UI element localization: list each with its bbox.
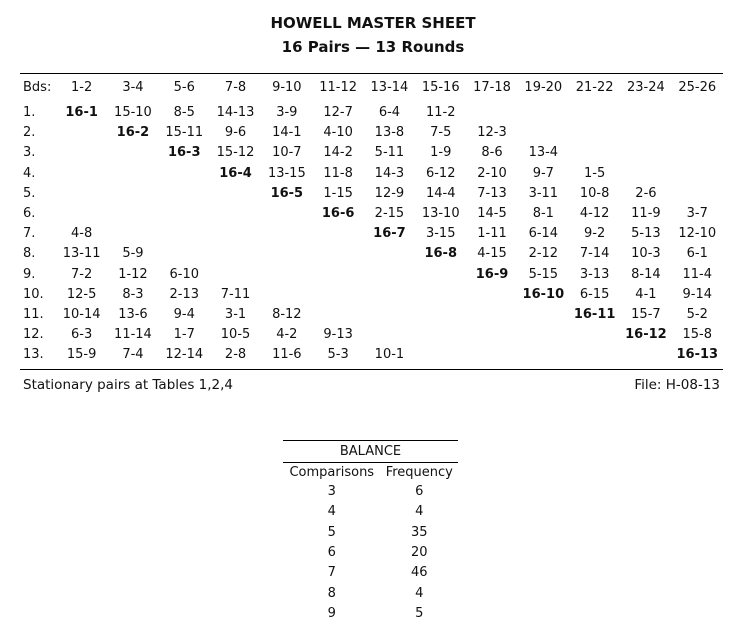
pair-cell: 6-12 <box>425 165 456 181</box>
round-label: 10. <box>23 286 44 302</box>
pair-cell: 8-14 <box>631 266 661 282</box>
pair-cell: 4-12 <box>579 206 610 222</box>
pair-cell: 13-11 <box>62 246 101 262</box>
pair-cell: 15-7 <box>631 306 661 322</box>
pair-cell: 7-5 <box>430 125 452 141</box>
round-row <box>20 99 723 123</box>
round-row <box>20 285 723 305</box>
balance-comparisons-cell: 9 <box>327 605 336 621</box>
round-label: 5. <box>23 185 36 201</box>
pair-cell: 8-5 <box>173 105 195 121</box>
round-label: 3. <box>23 145 36 161</box>
pair-cell: 4-10 <box>323 125 353 141</box>
pair-cell <box>364 305 415 325</box>
round-label: 6. <box>23 206 36 222</box>
pair-cell: 16-6 <box>321 206 355 222</box>
pair-cell <box>261 224 312 244</box>
pair-cell <box>364 265 415 285</box>
pair-cell <box>569 143 620 163</box>
round-label: 9. <box>23 266 36 282</box>
pair-cell: 7-11 <box>220 286 251 302</box>
pair-cell: 9-13 <box>323 327 353 343</box>
pair-cell: 4-8 <box>71 226 93 242</box>
pair-cell: 11-2 <box>425 105 456 121</box>
pair-cell: 12-7 <box>323 105 353 121</box>
balance-frequency-cell: 5 <box>415 605 424 621</box>
round-label: 11. <box>23 306 44 322</box>
round-row <box>20 204 723 224</box>
pair-cell <box>518 305 569 325</box>
table-top-rule <box>20 73 723 74</box>
balance-row <box>283 543 458 563</box>
pair-cell <box>518 123 569 143</box>
pair-cell <box>107 184 158 204</box>
pair-cell <box>56 164 107 184</box>
pair-cell: 14-5 <box>477 206 507 222</box>
balance-comparisons-cell: 4 <box>327 504 336 520</box>
board-column-header: 15-16 <box>421 80 460 95</box>
pair-cell: 15-8 <box>682 327 713 343</box>
board-column-header: 13-14 <box>370 80 409 95</box>
pair-cell <box>672 164 723 184</box>
file-reference: File: H-08-13 <box>634 377 720 393</box>
round-row <box>20 305 723 325</box>
pair-cell <box>672 123 723 143</box>
pair-cell: 16-1 <box>65 105 98 121</box>
pair-cell: 16-3 <box>167 145 201 161</box>
boards-header-label: Bds: <box>23 80 52 95</box>
balance-frequency-cell: 4 <box>415 585 424 601</box>
pair-cell: 9-4 <box>173 306 195 322</box>
pair-cell: 16-11 <box>573 306 616 322</box>
pair-cell <box>415 265 466 285</box>
balance-row <box>283 604 458 624</box>
pair-cell <box>466 99 517 123</box>
pair-cell: 1-12 <box>118 266 148 282</box>
pair-cell <box>569 325 620 345</box>
pair-cell <box>312 244 363 264</box>
board-column-header: 11-12 <box>319 80 358 95</box>
pair-cell <box>672 143 723 163</box>
sheet-title: HOWELL MASTER SHEET <box>270 14 476 32</box>
pair-cell: 2-15 <box>374 206 405 222</box>
sheet-subtitle: 16 Pairs — 13 Rounds <box>281 38 465 56</box>
pair-cell: 10-1 <box>374 347 405 363</box>
balance-frequency-cell: 35 <box>411 524 428 540</box>
pair-cell <box>620 99 671 123</box>
balance-row <box>283 583 458 603</box>
pair-cell: 15-9 <box>66 347 97 363</box>
pair-cell <box>466 345 517 365</box>
pair-cell: 3-9 <box>276 105 298 121</box>
pair-cell: 12-14 <box>165 347 204 363</box>
table-bottom-rule <box>20 369 723 370</box>
pair-cell <box>415 285 466 305</box>
pair-cell: 15-12 <box>216 145 255 161</box>
pair-cell: 5-9 <box>122 246 144 262</box>
pair-cell: 6-14 <box>528 226 559 242</box>
table-body <box>20 99 723 365</box>
pair-cell <box>569 99 620 123</box>
pair-cell <box>364 285 415 305</box>
pair-cell: 10-14 <box>62 306 101 322</box>
pair-cell: 5-3 <box>327 347 349 363</box>
pair-cell: 12-5 <box>66 286 97 302</box>
pair-cell: 3-15 <box>425 226 456 242</box>
round-row <box>20 143 723 163</box>
pair-cell: 15-11 <box>165 125 204 141</box>
pair-cell: 3-7 <box>686 206 708 222</box>
pair-cell <box>569 345 620 365</box>
frequency-header: Frequency <box>381 463 458 483</box>
pair-cell <box>364 325 415 345</box>
balance-frequency-cell: 4 <box>415 504 424 520</box>
pair-cell: 6-15 <box>579 286 610 302</box>
pair-cell: 6-3 <box>71 327 93 343</box>
pair-cell: 14-2 <box>323 145 353 161</box>
pair-cell: 12-10 <box>678 226 717 242</box>
pair-cell: 9-14 <box>682 286 713 302</box>
pair-cell: 1-11 <box>477 226 507 242</box>
pair-cell: 3-1 <box>224 306 247 322</box>
pair-cell: 4-15 <box>477 246 507 262</box>
pair-cell: 8-12 <box>272 306 302 322</box>
pair-cell <box>312 224 363 244</box>
round-row <box>20 184 723 204</box>
board-column-header: 25-26 <box>678 80 717 95</box>
balance-frequency-cell: 46 <box>411 565 428 581</box>
board-column-header: 9-10 <box>272 80 302 95</box>
pair-cell <box>56 143 107 163</box>
pair-cell: 1-15 <box>323 185 353 201</box>
pair-cell <box>261 265 312 285</box>
round-row <box>20 164 723 184</box>
pair-cell: 10-7 <box>272 145 302 161</box>
pair-cell: 16-2 <box>116 125 150 141</box>
pair-cell <box>620 164 671 184</box>
pair-cell <box>107 224 158 244</box>
pair-cell <box>312 265 363 285</box>
pair-cell <box>159 224 210 244</box>
pair-cell <box>261 244 312 264</box>
pair-cell <box>466 325 517 345</box>
pair-cell: 7-4 <box>122 347 144 363</box>
balance-frequency-cell: 6 <box>415 484 424 500</box>
pair-cell: 1-7 <box>173 327 195 343</box>
pair-cell: 2-8 <box>224 347 247 363</box>
pair-cell: 10-3 <box>631 246 661 262</box>
round-label: 7. <box>23 226 36 242</box>
pair-cell: 6-4 <box>378 105 401 121</box>
pair-cell <box>620 143 671 163</box>
pair-cell <box>518 99 569 123</box>
pair-cell: 10-8 <box>579 185 610 201</box>
pair-cell <box>159 204 210 224</box>
pair-cell: 8-3 <box>122 286 144 302</box>
pair-cell <box>466 305 517 325</box>
pair-cell: 5-2 <box>686 306 708 322</box>
pair-cell: 11-9 <box>631 206 661 222</box>
round-label: 4. <box>23 165 36 181</box>
pair-cell: 9-7 <box>532 165 554 181</box>
pair-cell <box>672 184 723 204</box>
pair-cell <box>107 204 158 224</box>
pair-cell: 5-13 <box>631 226 661 242</box>
pair-cell <box>518 325 569 345</box>
pair-cell: 6-1 <box>686 246 708 262</box>
pair-cell: 13-4 <box>528 145 559 161</box>
pair-cell <box>261 285 312 305</box>
pair-cell: 5-15 <box>528 266 559 282</box>
pair-cell: 11-6 <box>272 347 302 363</box>
howell-movement-table <box>20 76 723 365</box>
balance-title-row <box>283 441 458 463</box>
pair-cell: 4-2 <box>276 327 298 343</box>
pair-cell <box>620 123 671 143</box>
pair-cell <box>210 224 261 244</box>
pair-cell: 8-6 <box>481 145 503 161</box>
balance-comparisons-cell: 5 <box>327 524 336 540</box>
pair-cell <box>620 345 671 365</box>
pair-cell <box>210 204 261 224</box>
board-column-header: 1-2 <box>71 80 93 95</box>
pair-cell: 7-14 <box>579 246 610 262</box>
pair-cell <box>415 325 466 345</box>
pair-cell: 7-13 <box>477 185 507 201</box>
pair-cell <box>415 305 466 325</box>
pair-cell <box>466 285 517 305</box>
balance-comparisons-cell: 6 <box>327 545 336 561</box>
pair-cell: 16-13 <box>676 347 719 363</box>
pair-cell: 14-4 <box>425 185 456 201</box>
pair-cell <box>210 184 261 204</box>
pair-cell: 16-8 <box>424 246 457 262</box>
balance-comparisons-cell: 3 <box>327 484 336 500</box>
balance-header-row <box>283 463 458 483</box>
pair-cell <box>56 204 107 224</box>
board-column-header: 7-8 <box>224 80 247 95</box>
pair-cell: 16-7 <box>373 226 406 242</box>
board-column-header: 21-22 <box>575 80 614 95</box>
board-column-header: 17-18 <box>473 80 511 95</box>
pair-cell: 13-15 <box>267 165 306 181</box>
pair-cell: 16-12 <box>625 327 667 343</box>
pair-cell: 16-10 <box>522 286 565 302</box>
pair-cell <box>56 184 107 204</box>
pair-cell <box>672 99 723 123</box>
pair-cell: 9-6 <box>224 125 247 141</box>
pair-cell: 1-5 <box>584 165 606 181</box>
round-label: 12. <box>23 327 44 343</box>
pair-cell: 3-11 <box>528 185 559 201</box>
pair-cell <box>364 244 415 264</box>
pair-cell <box>210 265 261 285</box>
round-row <box>20 265 723 285</box>
pair-cell: 13-8 <box>374 125 405 141</box>
pair-cell <box>159 164 210 184</box>
pair-cell <box>569 123 620 143</box>
pair-cell: 5-11 <box>374 145 405 161</box>
pair-cell: 10-5 <box>220 327 251 343</box>
round-row <box>20 244 723 264</box>
balance-row <box>283 482 458 502</box>
balance-table <box>283 440 458 624</box>
pair-cell <box>518 345 569 365</box>
balance-comparisons-cell: 7 <box>327 565 336 581</box>
pair-cell <box>159 184 210 204</box>
pair-cell <box>56 123 107 143</box>
round-label: 2. <box>23 125 36 141</box>
comparisons-header: Comparisons <box>283 463 381 483</box>
pair-cell: 2-13 <box>169 286 199 302</box>
pair-cell: 16-9 <box>475 266 509 282</box>
pair-cell: 2-6 <box>635 185 657 201</box>
pair-cell <box>159 244 210 264</box>
round-row <box>20 224 723 244</box>
balance-row <box>283 563 458 583</box>
pair-cell <box>261 204 312 224</box>
pair-cell: 3-13 <box>579 266 610 282</box>
pair-cell: 8-1 <box>532 206 554 222</box>
pair-cell <box>107 143 158 163</box>
pair-cell: 11-14 <box>114 327 152 343</box>
pair-cell: 16-5 <box>270 185 304 201</box>
header-row <box>20 76 723 99</box>
round-label: 13. <box>23 347 44 363</box>
pair-cell: 7-2 <box>71 266 93 282</box>
pair-cell: 12-9 <box>374 185 405 201</box>
pair-cell <box>210 244 261 264</box>
round-row <box>20 325 723 345</box>
board-column-header: 3-4 <box>122 80 144 95</box>
balance-row <box>283 523 458 543</box>
balance-title: BALANCE <box>283 441 458 463</box>
pair-cell: 15-10 <box>114 105 152 121</box>
pair-cell: 11-4 <box>682 266 713 282</box>
balance-frequency-cell: 20 <box>411 545 428 561</box>
pair-cell: 6-10 <box>169 266 199 282</box>
pair-cell <box>312 305 363 325</box>
round-label: 8. <box>23 246 36 262</box>
pair-cell: 4-1 <box>635 286 657 302</box>
pair-cell: 12-3 <box>477 125 507 141</box>
pair-cell: 13-6 <box>118 306 148 322</box>
pair-cell: 2-10 <box>477 165 507 181</box>
pair-cell: 13-10 <box>421 206 460 222</box>
round-row <box>20 345 723 365</box>
pair-cell: 14-13 <box>216 105 255 121</box>
board-column-header: 23-24 <box>627 80 665 95</box>
pair-cell <box>312 285 363 305</box>
pair-cell: 2-12 <box>528 246 559 262</box>
pair-cell: 16-4 <box>219 165 252 181</box>
pair-cell: 1-9 <box>430 145 452 161</box>
round-label: 1. <box>23 105 36 121</box>
round-row <box>20 123 723 143</box>
balance-body <box>283 482 458 624</box>
pair-cell <box>415 345 466 365</box>
balance-comparisons-cell: 8 <box>327 585 336 601</box>
pair-cell: 11-8 <box>323 165 353 181</box>
pair-cell: 14-1 <box>272 125 302 141</box>
board-column-header: 5-6 <box>173 80 195 95</box>
pair-cell: 14-3 <box>374 165 405 181</box>
board-column-header: 19-20 <box>524 80 563 95</box>
pair-cell: 9-2 <box>584 226 606 242</box>
pair-cell <box>107 164 158 184</box>
stationary-pairs-note: Stationary pairs at Tables 1,2,4 <box>23 377 234 393</box>
balance-row <box>283 502 458 522</box>
